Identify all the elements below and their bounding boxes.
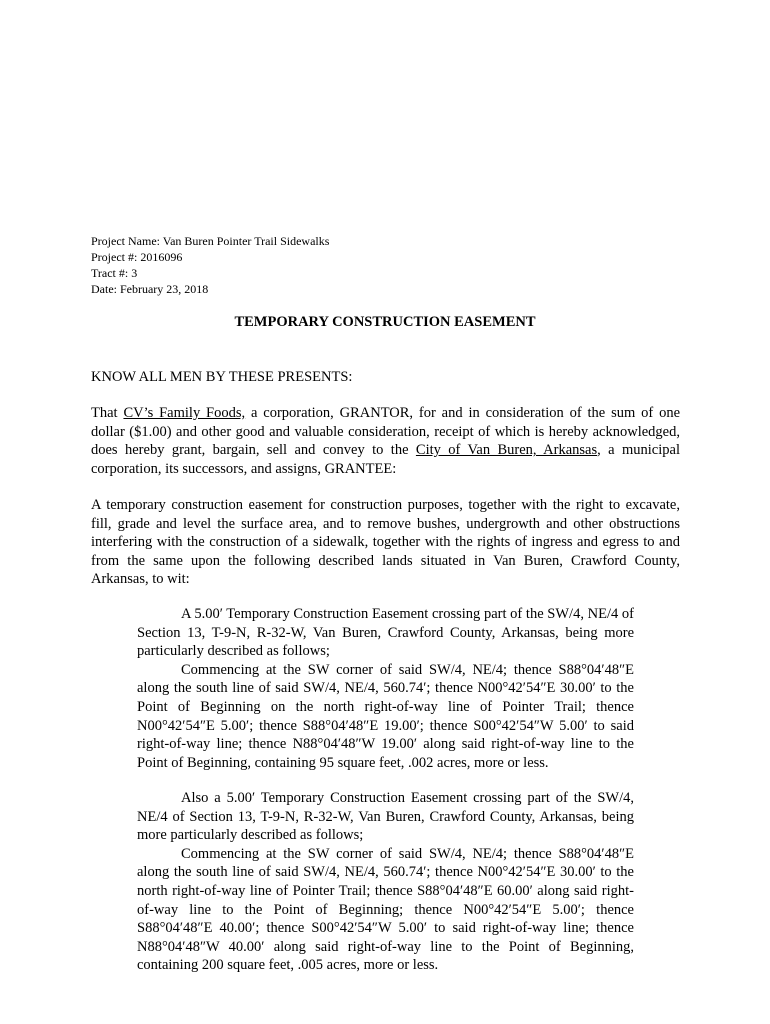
document-date: Date: February 23, 2018 — [91, 282, 209, 296]
grant-paragraph — [91, 404, 680, 478]
grantee-name: City of Van Buren, Arkansas — [415, 442, 598, 459]
know-all-heading: KNOW ALL MEN BY THESE PRESENTS: — [91, 369, 353, 385]
purpose-paragraph: A temporary construction easement for construction purposes, together with the right to excavate, fill, grade and level the surface area, and to remove bushes, undergrowth and other obstructions interfering with the construction of a sidewalk, together with the rights of ingress and egress to and from the same upon the following described lands situated in Van Buren, Crawford County, Arkansas, to wit: — [91, 497, 680, 588]
document-title: TEMPORARY CONSTRUCTION EASEMENT — [234, 314, 536, 330]
grant-middle: a corporation, GRANTOR, for and in consideration of the sum of one dollar ($1.00) and other good and valuable consideration, receipt of which is hereby acknowledged, does hereby grant, bargain, sell and convey to the — [91, 405, 681, 459]
legal-description-body: Commencing at the SW corner of said SW/4, NE/4; thence S88°04′48″E along the south line of said SW/4, NE/4, 560.74′; thence N00°42′54″E 30.00′ to the Point of Beginning on the north right-of-way line of Pointer Trail; thence N00°42′54″E 5.00′; thence S88°04′48″E 19.00′; thence S00°42′54″W 5.00′ to said right-of-way line; thence N88°04′48″W 19.00′ along said right-of-way line to the Point of Beginning, containing 95 square feet, .002 acres, more or less. — [137, 661, 634, 771]
legal-description-2 — [137, 789, 634, 975]
legal-description-1 — [137, 605, 634, 772]
grant-tail: , a municipal corporation, its successors, and assigns, GRANTEE: — [91, 442, 680, 477]
grantor-name: CV’s Family Foods, — [123, 405, 246, 421]
project-header — [91, 233, 329, 297]
project-name: Project Name: Van Buren Pointer Trail Sidewalks — [91, 234, 330, 248]
legal-description-intro: A 5.00′ Temporary Construction Easement crossing part of the SW/4, NE/4 of Section 13, T-9-N, R-32-W, Van Buren, Crawford County, Arkansas, being more particularly described as follows; — [137, 606, 634, 660]
grant-lead: That — [91, 405, 124, 421]
tract-number: Tract #: 3 — [91, 266, 138, 280]
legal-description-intro: Also a 5.00′ Temporary Construction Easement crossing part of the SW/4, NE/4 of Section 13, T-9-N, R-32-W, Van Buren, Crawford County, Arkansas, being more particularly described as follows; — [137, 790, 634, 844]
project-number: Project #: 2016096 — [91, 250, 183, 264]
legal-description-body: Commencing at the SW corner of said SW/4, NE/4; thence S88°04′48″E along the south line of said SW/4, NE/4, 560.74′; thence N00°42′54″E 30.00′ to the north right-of-way line of Pointer Trail; thence S88°04′48″E 60.00′ along said right-of-way line to the Point of Beginning; thence N00°42′54″E 5.00′; thence S88°04′48″E 40.00′; thence S00°42′54″W 5.00′ to said right-of-way line; thence N88°04′48″W 40.00′ along said right-of-way line to the Point of Beginning, containing 200 square feet, .005 acres, more or less. — [137, 845, 634, 974]
